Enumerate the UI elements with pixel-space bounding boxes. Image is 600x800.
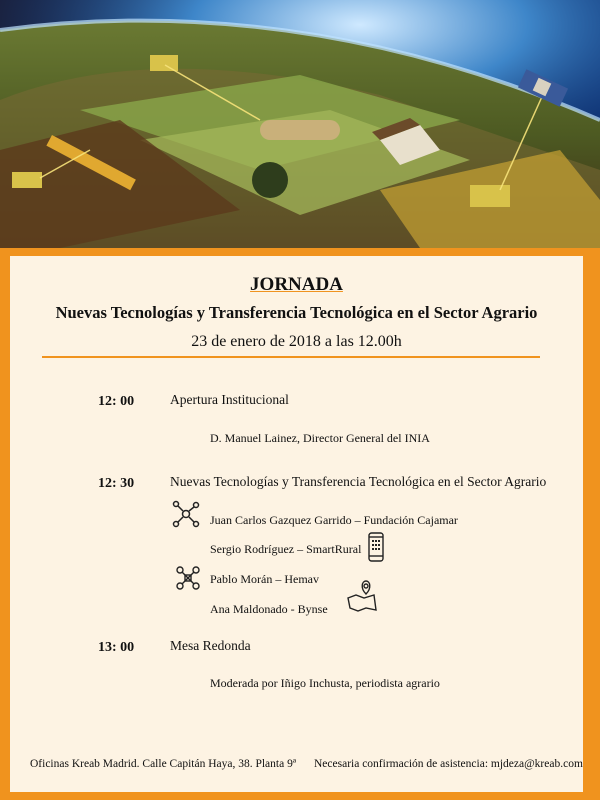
event-subtitle: Nuevas Tecnologías y Transferencia Tecnológica en el Sector Agrario	[55, 303, 538, 322]
speaker: D. Manuel Lainez, Director General del INIA	[210, 431, 430, 445]
agenda-time: 12: 30	[98, 476, 135, 491]
agenda-time: 13: 00	[98, 640, 135, 655]
hero-farm-illustration	[0, 0, 600, 248]
agenda-panel	[10, 256, 583, 792]
agenda-time: 12: 00	[98, 394, 135, 409]
smartphone-icon	[368, 532, 384, 562]
speaker: Ana Maldonado - Bynse	[210, 602, 328, 616]
venue-address: Oficinas Kreab Madrid. Calle Capitán Haya, 38. Planta 9ª	[30, 758, 296, 770]
speaker: Pablo Morán – Hemav	[210, 572, 319, 586]
event-date: 23 de enero de 2018 a las 12.00h	[191, 333, 402, 350]
speaker: Moderada por Iñigo Inchusta, periodista agrario	[210, 676, 440, 690]
agenda-item-title: Nuevas Tecnologías y Transferencia Tecnológica en el Sector Agrario	[170, 474, 547, 489]
event-title: JORNADA	[250, 274, 343, 295]
divider	[42, 356, 540, 358]
agenda-item-title: Apertura Institucional	[170, 392, 289, 407]
map-pin-icon	[346, 580, 378, 612]
drone-icon	[176, 566, 200, 590]
speaker: Sergio Rodríguez – SmartRural	[210, 542, 362, 556]
agenda-item-title: Mesa Redonda	[170, 638, 251, 653]
network-icon	[172, 500, 200, 528]
agenda-frame	[0, 248, 600, 800]
rsvp-note: Necesaria confirmación de asistencia: mjdeza@kreab.com	[314, 758, 583, 770]
speaker: Juan Carlos Gazquez Garrido – Fundación Cajamar	[210, 513, 458, 527]
